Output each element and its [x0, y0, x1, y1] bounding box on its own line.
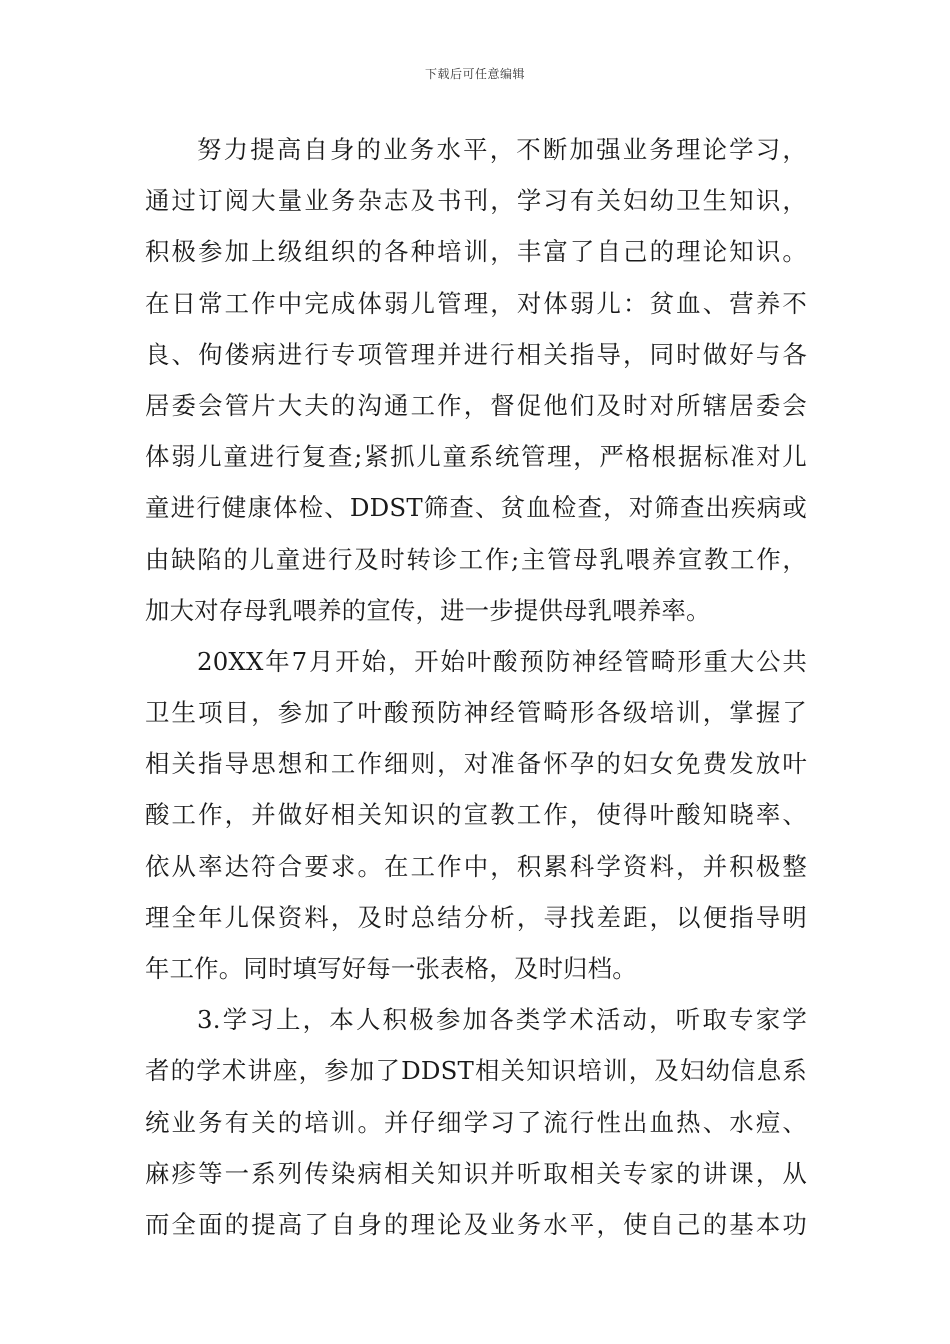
- document-body: [145, 124, 807, 1250]
- paragraph-1-line-1: 努力提高自身的业务水平，不断加强业务理论学习，: [197, 135, 807, 164]
- paragraph-2-line-6: 理全年儿保资料，及时总结分析，寻找差距，以便指导明: [145, 902, 807, 932]
- page-header: 下载后可任意编辑: [424, 67, 525, 81]
- paragraph-2-line-5: 依从率达符合要求。在工作中，积累科学资料，并积极整: [145, 851, 807, 881]
- paragraph-1-line-10: 加大对存母乳喂养的宣传，进一步提供母乳喂养率。: [145, 595, 711, 625]
- paragraph-1-line-9: 由缺陷的儿童进行及时转诊工作;主管母乳喂养宣教工作，: [145, 544, 807, 574]
- paragraph-2-line-4: 酸工作，并做好相关知识的宣教工作，使得叶酸知晓率、: [145, 800, 807, 830]
- paragraph-2-line-7: 年工作。同时填写好每一张表格，及时归档。: [145, 954, 637, 983]
- paragraph-2-line-1: 20XX年7月开始，开始叶酸预防神经管畸形重大公共: [197, 646, 807, 676]
- paragraph-3-line-5: 而全面的提高了自身的理论及业务水平，使自己的基本功: [145, 1209, 807, 1239]
- paragraph-3-line-1: 3.学习上，本人积极参加各类学术活动，听取专家学: [197, 1005, 807, 1035]
- paragraph-2-line-3: 相关指导思想和工作细则，对准备怀孕的妇女免费发放叶: [145, 749, 807, 779]
- paragraph-1-line-6: 居委会管片大夫的沟通工作，督促他们及时对所辖居委会: [145, 390, 807, 420]
- paragraph-3-line-4: 麻疹等一系列传染病相关知识并听取相关专家的讲课，从: [145, 1158, 807, 1188]
- paragraph-3-line-3: 统业务有关的培训。并仔细学习了流行性出血热、水痘、: [145, 1107, 807, 1137]
- paragraph-1-line-5: 良、佝偻病进行专项管理并进行相关指导，同时做好与各: [145, 339, 807, 369]
- paragraph-1-line-2: 通过订阅大量业务杂志及书刊，学习有关妇幼卫生知识，: [145, 186, 807, 216]
- paragraph-3-line-2: 者的学术讲座，参加了DDST相关知识培训，及妇幼信息系: [145, 1056, 807, 1086]
- paragraph-1-line-7: 体弱儿童进行复查;紧抓儿童系统管理，严格根据标准对儿: [145, 442, 807, 472]
- paragraph-1-line-8: 童进行健康体检、DDST筛查、贫血检查，对筛查出疾病或: [145, 493, 807, 523]
- paragraph-1-line-4: 在日常工作中完成体弱儿管理，对体弱儿：贫血、营养不: [145, 288, 807, 318]
- paragraph-2-line-2: 卫生项目，参加了叶酸预防神经管畸形各级培训，掌握了: [145, 698, 807, 728]
- paragraph-1-line-3: 积极参加上级组织的各种培训，丰富了自己的理论知识。: [145, 237, 807, 267]
